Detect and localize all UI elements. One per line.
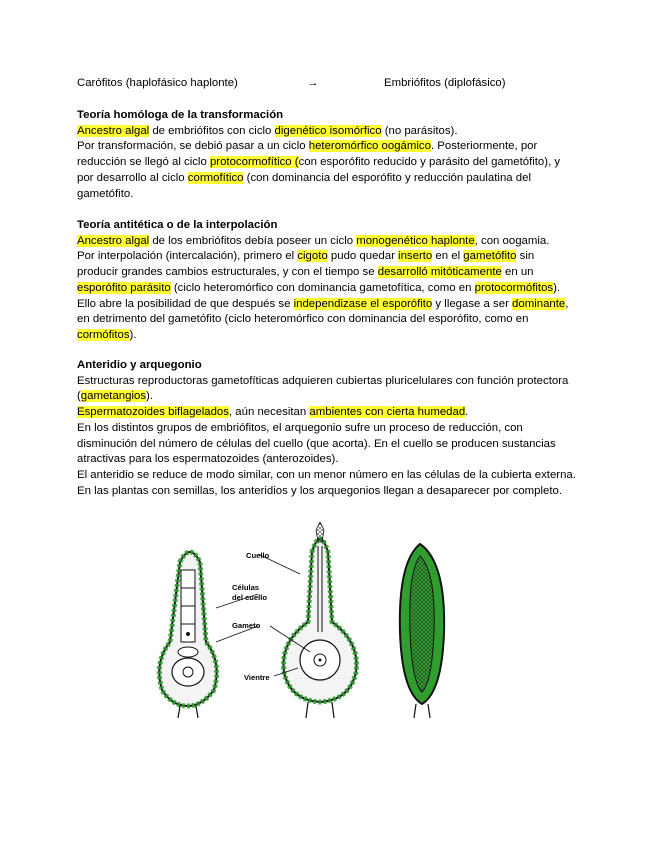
text: con esporófito reducido y parásito del gametófito), y por desarrollo al ciclo <box>77 156 561 184</box>
text: . Posteriormente, por reducción se llegó al ciclo <box>77 140 538 169</box>
highlight: independizase el esporófito <box>293 297 433 310</box>
text: , aún necesitan <box>228 406 310 419</box>
highlight: dominante <box>512 297 566 310</box>
text: , con oogamia. <box>474 234 550 247</box>
text: (no parásitos). <box>381 124 458 137</box>
text: Estructuras reproductoras gametofíticas adquieren cubiertas pluricelulares con función protectora ( <box>77 374 569 403</box>
paragraph: En las plantas con semillas, los anteridios y los arquegonios llegan a desaparecer por completo. <box>77 484 563 497</box>
highlight: Ancestro algal <box>77 124 150 137</box>
highlight: Espermatozoides biflagelados <box>77 406 229 419</box>
highlight: monogenético haplonte <box>356 234 475 247</box>
antheridium-right <box>400 544 444 718</box>
paragraph <box>77 139 577 202</box>
section-homologous-theory <box>77 108 577 202</box>
archegonium-left <box>159 552 216 718</box>
text: Por interpolación (intercalación), primero el <box>77 250 298 263</box>
label-celulas: Células <box>232 583 260 592</box>
text: y llegase a ser <box>432 297 513 310</box>
header-right: Embriófitos (diplofásico) <box>384 77 506 89</box>
text: Por transformación, se debió pasar a un ciclo <box>77 140 309 153</box>
header-left: Carófitos (haplofásico haplonte) <box>77 77 238 89</box>
text: ). <box>129 328 137 341</box>
section-title: Teoría homóloga de la transformación <box>77 109 284 121</box>
paragraph <box>77 124 577 140</box>
text: en un <box>501 266 534 279</box>
archegonium-middle <box>284 522 357 718</box>
highlight: protocormófitos <box>474 281 554 294</box>
text: ). <box>146 390 153 403</box>
label-gameto: Gameto <box>232 621 261 630</box>
highlight: gametófito <box>463 250 517 263</box>
text: ). Ello abre la posibilidad de que después se <box>77 281 561 310</box>
paragraph: En los distintos grupos de embriófitos, el arquegonio sufre un proceso de reducción, con disminución del número de células del cuello (que acorta). En el cuello se producen sustancias atractivas para los espermatozoides (anterozoides). <box>77 421 556 466</box>
text: de embriófitos con ciclo <box>149 124 275 137</box>
highlight: inserto <box>398 250 433 263</box>
text: pudo quedar <box>327 250 399 263</box>
label-vientre: Vientre <box>244 673 270 682</box>
paragraph <box>77 249 577 343</box>
highlight: desarrolló mitóticamente <box>377 266 502 279</box>
section-antheridium-archegonium <box>77 358 577 499</box>
highlight: protocormofítico ( <box>209 156 299 169</box>
text: , en detrimento del gametófito (ciclo heteromórfico con dominancia del esporófito, como en <box>77 297 569 326</box>
text: . <box>465 406 469 419</box>
header-arrow: → <box>307 77 319 89</box>
highlight: cigoto <box>297 250 328 263</box>
antheridium-archegonium-figure <box>150 522 450 732</box>
section-title: Teoría antitética o de la interpolación <box>77 219 278 231</box>
highlight: cormófitos <box>77 328 130 341</box>
label-cuello: Cuello <box>246 551 270 560</box>
paragraph <box>77 374 577 405</box>
highlight: cormofítico <box>187 171 244 184</box>
paragraph <box>77 405 577 421</box>
highlight: heteromórfico oogámico <box>308 140 431 153</box>
text: sin producir grandes cambios estructurales, y con el tiempo se <box>77 250 535 279</box>
label-del-cuello: del cuello <box>232 593 268 602</box>
section-antithetic-theory <box>77 218 577 344</box>
highlight: Ancestro algal <box>77 234 150 247</box>
text: (ciclo heteromórfico con dominancia gametofítica, como en <box>170 281 475 294</box>
paragraph <box>77 234 577 250</box>
highlight: gametangios <box>80 390 147 403</box>
paragraph: El anteridio se reduce de modo similar, con un menor número en las células de la cubierta externa. <box>77 468 576 481</box>
text: (con dominancia del esporófito y reducción paulatina del gametófito. <box>77 171 531 200</box>
text: en el <box>432 250 464 263</box>
highlight: esporófito parásito <box>77 281 171 294</box>
text: de los embriófitos debía poseer un ciclo <box>149 234 357 247</box>
highlight: ambientes con cierta humedad <box>309 406 466 419</box>
section-title: Anteridio y arquegonio <box>77 359 202 371</box>
highlight: digenético isomórfico <box>274 124 382 137</box>
